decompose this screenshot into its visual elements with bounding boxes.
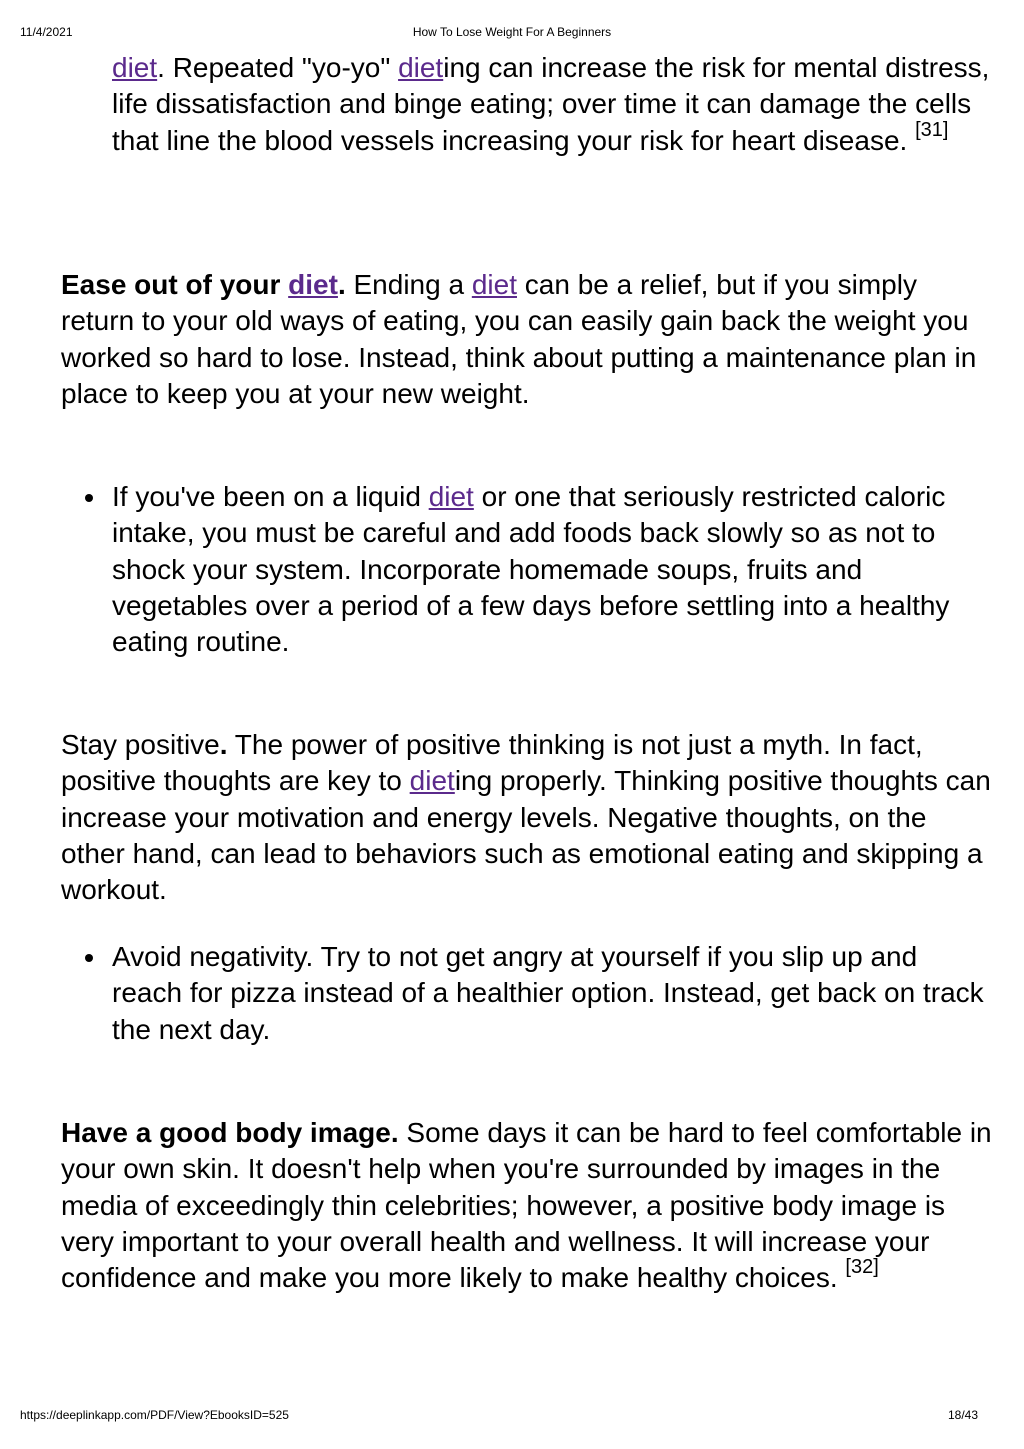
body-image-text: Some days it can be hard to feel comfortable in your own skin. It doesn't help when you're surrounded by images in the media of exceedingly thin celebrities; however, a positive body image is very important to your overall health and wellness. It will increase your confidence and make you more likely to make healthy choices. [61, 1117, 992, 1294]
ease-text-2: can be a relief, but if you simply return to your old ways of eating, you can easily gain back the weight you worked so hard to lose. Instead, think about putting a maintenance plan in place to keep you at your new weight. [61, 269, 977, 409]
body-image-heading: Have a good body image. [61, 1117, 399, 1148]
reference-31: [31] [915, 118, 949, 141]
diet-link[interactable]: diet [288, 269, 338, 300]
list-item: Avoid negativity. Try to not get angry at yourself if you slip up and reach for pizza instead of a healthier option. Instead, get back on track the next day. [112, 939, 992, 1048]
positive-lead: Stay positive [61, 729, 220, 760]
footer-page-number: 18/43 [947, 1408, 978, 1422]
list-item: If you've been on a liquid diet or one that seriously restricted caloric intake, you must be careful and add foods back slowly so as not to shock your system. Incorporate homemade soups, fruits and vegetables over a period of a few days before settling into a healthy eating routine. [112, 479, 992, 660]
ease-text-1: Ending a [345, 269, 472, 300]
ease-heading: Ease out of your diet. [61, 269, 346, 300]
intro-text-1: . Repeated "yo-yo" [157, 52, 399, 83]
reference-32: [32] [845, 1256, 879, 1279]
positive-bullet-list [61, 939, 992, 1048]
diet-link[interactable]: diet [112, 52, 158, 83]
stay-positive-paragraph [61, 727, 992, 908]
intro-paragraph [112, 50, 992, 159]
ease-out-paragraph [61, 267, 992, 412]
positive-text-1: The power of positive thinking is not just a myth. In fact, positive thoughts are key to [61, 729, 923, 797]
diet-link[interactable]: diet [398, 52, 444, 83]
footer-url: https://deeplinkapp.com/PDF/View?EbooksID=525 [20, 1408, 289, 1422]
diet-link[interactable]: diet [471, 269, 517, 300]
diet-link[interactable]: diet [409, 765, 455, 797]
positive-text-2: ing properly. Thinking positive thoughts can increase your motivation and energy levels. Negative thoughts, on the other hand, can lead to behaviors such as emotional eating and skipping a workout. [61, 765, 991, 906]
header-title: How To Lose Weight For A Beginners [412, 25, 612, 39]
body-image-paragraph [61, 1115, 992, 1296]
intro-text-2: ing can increase the risk for mental distress, life dissatisfaction and binge eating; over time it can damage the cells that line the blood vessels increasing your risk for heart disease. [112, 52, 990, 156]
header-date: 11/4/2021 [20, 25, 73, 39]
positive-bold-dot: . [219, 729, 228, 760]
diet-link[interactable]: diet [428, 481, 474, 512]
ease-bullet-list [61, 479, 992, 660]
